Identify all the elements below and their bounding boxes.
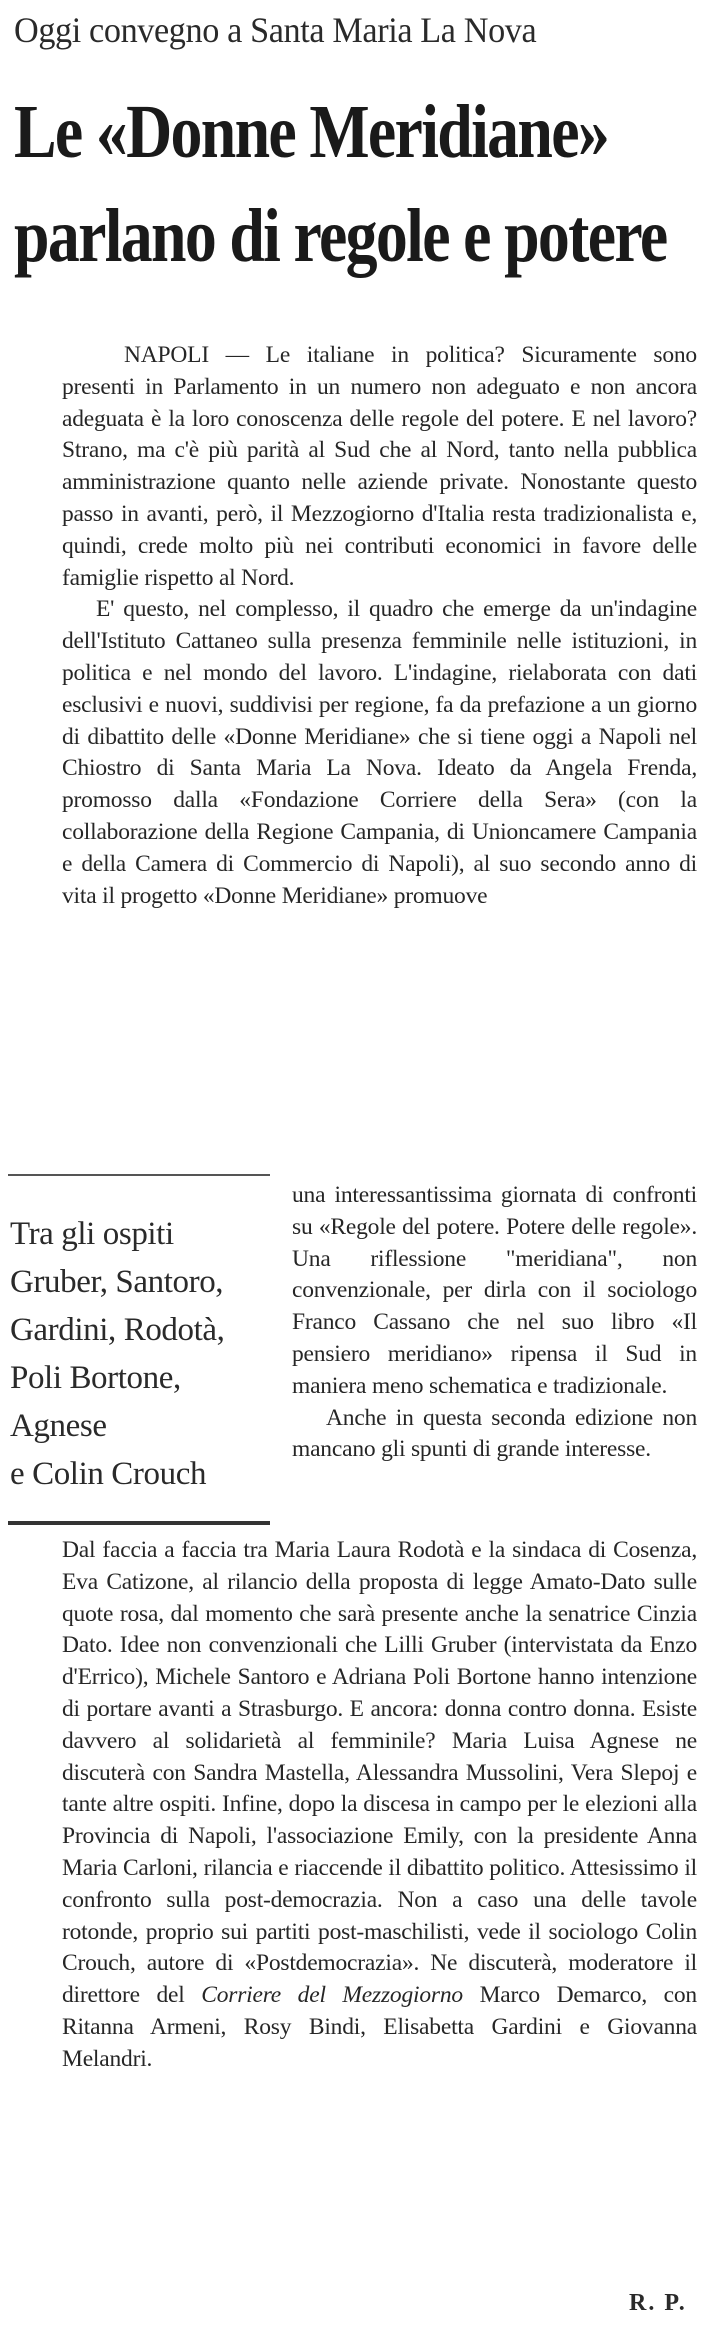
headline-line-2: parlano di regole e potere bbox=[14, 194, 667, 278]
author-signature: R. P. bbox=[629, 2290, 687, 2316]
kicker: Oggi convegno a Santa Maria La Nova bbox=[14, 10, 537, 50]
article-body-column bbox=[292, 1180, 697, 1466]
pull-quote-line: e Colin Crouch bbox=[10, 1456, 207, 1492]
pull-quote-line: Agnese bbox=[10, 1408, 107, 1444]
paragraph-3-text: Dal faccia a faccia tra Maria Laura Rodotà e la sindaca di Cosenza, Eva Catizone, al rilancio della proposta di legge Amato-Dato sulle quote rosa, dal momento che sarà presente anche la senatrice Cinzia Dato. Idee non convenzionali che Lilli Gruber (intervistata da Enzo d'Errico), Michele Santoro e Adriana Poli Bortone hanno intenzione di portare avanti a Strasburgo. E ancora: donna contro donna. Esiste davvero al solidarietà al femminile? Maria Luisa Agnese ne discuterà con Sandra Mastella, Alessandra Mussolini, Vera Slepoj e tante altre ospiti. Infine, dopo la discesa in campo per le elezioni alla Provincia di Napoli, l'associazione Emily, con la presidente Anna Maria Carloni, rilancia e riaccende il dibattito politico. Attesissimo il confronto sulla post-democrazia. Non a caso una delle tavole rotonde, proprio sui partiti post-maschilisti, vede il sociologo Colin Crouch, autore di «Postdemocrazia». Ne discuterà, moderatore il direttore del bbox=[62, 1537, 697, 2009]
paragraph-3-end: Marco Demarco, con Ritanna Armeni, Rosy Bindi, Elisabetta Gardini e Giovanna Melandri. bbox=[62, 1982, 697, 2072]
article-body-top bbox=[62, 340, 697, 912]
pull-quote-line: Tra gli ospiti bbox=[10, 1216, 174, 1252]
paragraph-1: NAPOLI — Le italiane in politica? Sicuramente sono presenti in Parlamento in un numero non adeguato e non ancora adeguata è la loro conoscenza delle regole del potere. E nel lavoro? Strano, ma c'è più parità al Sud che al Nord, tanto nella pubblica amministrazione quanto nelle aziende private. Nonostante questo passo in avanti, però, il Mezzogiorno d'Italia resta tradizionalista e, quindi, crede molto più nei contributi economici in favore delle famiglie rispetto al Nord. bbox=[62, 342, 697, 591]
headline-line-1: Le «Donne Meridiane» bbox=[14, 90, 609, 174]
pull-quote-bottom-rule bbox=[8, 1521, 270, 1525]
pull-quote-top-rule bbox=[8, 1174, 270, 1176]
headline bbox=[14, 80, 667, 288]
article-body-bottom bbox=[62, 1535, 697, 2076]
pull-quote-line: Gruber, Santoro, bbox=[10, 1264, 224, 1300]
paragraph-3-start: Anche in questa seconda edizione non mancano gli spunti di grande interesse. bbox=[292, 1404, 697, 1463]
newspaper-name: Corriere del Mezzogiorno bbox=[201, 1982, 463, 2009]
pull-quote bbox=[10, 1210, 275, 1498]
paragraph-3-continued bbox=[62, 1535, 697, 2076]
pull-quote-line: Poli Bortone, bbox=[10, 1360, 181, 1396]
paragraph-2-continued: una interessantissima giornata di confronti su «Regole del potere. Potere delle regole». Una riflessione "meridiana", non convenzionale, per dirla con il sociologo Franco Cassano che nel suo libro «Il pensiero meridiano» ripensa il Sud in maniera meno schematica e tradizionale. bbox=[292, 1182, 697, 1399]
pull-quote-line: Gardini, Rodotà, bbox=[10, 1312, 225, 1348]
paragraph-2: E' questo, nel complesso, il quadro che emerge da un'indagine dell'Istituto Cattaneo sulla presenza femminile nelle istituzioni, in politica e nel mondo del lavoro. L'indagine, rielaborata con dati esclusivi e nuovi, suddivisi per regione, fa da prefazione a un giorno di dibattito delle «Donne Meridiane» che si tiene oggi a Napoli nel Chiostro di Santa Maria La Nova. Ideato da Angela Frenda, promosso dalla «Fondazione Corriere della Sera» (con la collaborazione della Regione Campania, di Unioncamere Campania e della Camera di Commercio di Napoli), al suo secondo anno di vita il progetto «Donne Meridiane» promuove bbox=[62, 596, 697, 909]
